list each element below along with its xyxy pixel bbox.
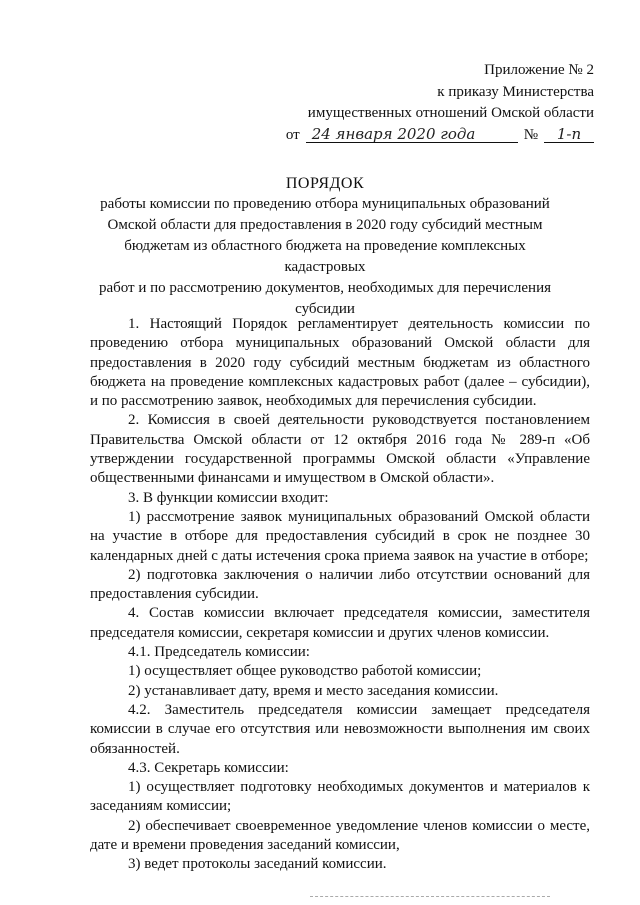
subtitle-line: субсидии bbox=[295, 301, 355, 317]
paragraph-4-2: 4.2. Заместитель председателя комиссии замещает председателя комиссии в случае его отсутствия или невозможности выполнения им своих обязанностей. bbox=[90, 701, 590, 757]
paragraph-4-3-item-2: 2) обеспечивает своевременное уведомление членов комиссии о месте, дате и времени проведения заседаний комиссии, bbox=[90, 817, 590, 854]
subtitle-line: работ и по рассмотрению документов, необходимых для перечисления bbox=[98, 280, 552, 296]
subtitle-line: работы комиссии по проведению отбора муниципальных образований bbox=[100, 196, 550, 212]
scan-footer-divider bbox=[310, 896, 550, 899]
paragraph-1: 1. Настоящий Порядок регламентирует деятельность комиссии по проведению отбора муниципальных образований Омской области для предоставления в 2020 году субсидий местным бюджетам из областного бюджета на проведение комплексных кадастровых работ (далее – субсидии), и по рассмотрению заявок, необходимых для перечисления субсидии. bbox=[90, 316, 590, 410]
document-title-block bbox=[90, 173, 560, 320]
paragraph-3: 3. В функции комиссии входит: bbox=[128, 489, 329, 506]
appendix-date-line bbox=[286, 125, 594, 147]
appendix-number: Приложение № 2 bbox=[484, 62, 594, 78]
paragraph-2: 2. Комиссия в своей деятельности руководствуется постановлением Правительства Омской области от 12 октября 2016 года № 289-п «Об утверждении государственной программы Омской области «Управление общественными финансами и имуществом в Омской области». bbox=[90, 412, 590, 487]
paragraph-4-3: 4.3. Секретарь комиссии: bbox=[128, 759, 289, 776]
document-body bbox=[90, 315, 590, 875]
paragraph-4-3-item-3: 3) ведет протоколы заседаний комиссии. bbox=[128, 856, 387, 873]
paragraph-3-item-1: 1) рассмотрение заявок муниципальных образований Омской области на участие в отборе для предоставления субсидий в срок не позднее 30 календарных дней с даты истечения срока приема заявок на участие в отборе; bbox=[90, 508, 590, 564]
paragraph-4: 4. Состав комиссии включает председателя комиссии, заместителя председателя комиссии, секретаря комиссии и других членов комиссии. bbox=[90, 605, 590, 641]
paragraph-3-item-2: 2) подготовка заключения о наличии либо отсутствии оснований для предоставления субсидии. bbox=[90, 566, 590, 603]
subtitle-line: Омской области для предоставления в 2020 году субсидий местным bbox=[107, 217, 543, 233]
appendix-order-ref: к приказу Министерства bbox=[437, 83, 594, 100]
number-prefix: № bbox=[523, 126, 538, 143]
handwritten-date: 24 января 2020 года bbox=[306, 126, 518, 143]
date-prefix: от bbox=[285, 126, 300, 143]
paragraph-4-1-item-2: 2) устанавливает дату, время и место заседания комиссии. bbox=[128, 682, 499, 699]
appendix-header bbox=[286, 60, 594, 146]
subtitle-line: бюджетам из областного бюджета на проведение комплексных кадастровых bbox=[124, 238, 526, 275]
handwritten-number: 1-п bbox=[544, 126, 594, 143]
appendix-ministry: имущественных отношений Омской области bbox=[307, 105, 594, 121]
paragraph-4-3-item-1: 1) осуществляет подготовку необходимых документов и материалов к заседаниям комиссии; bbox=[90, 779, 590, 815]
document-title: ПОРЯДОК bbox=[285, 175, 365, 192]
paragraph-4-1: 4.1. Председатель комиссии: bbox=[128, 644, 310, 661]
paragraph-4-1-item-1: 1) осуществляет общее руководство работой комиссии; bbox=[128, 663, 482, 680]
